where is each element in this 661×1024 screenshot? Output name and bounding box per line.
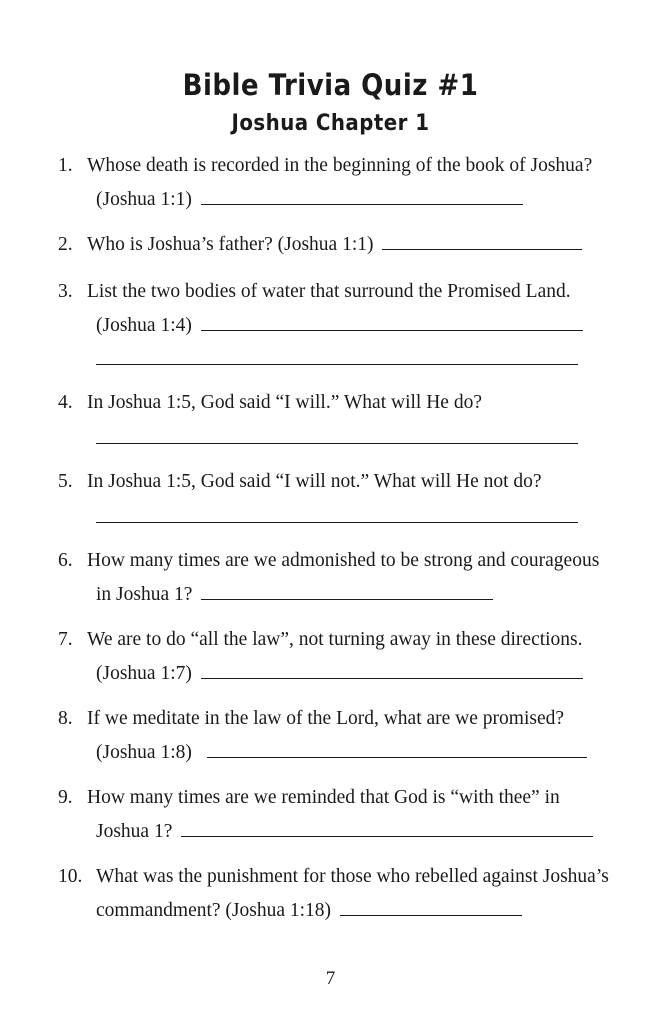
question-number: 2. — [58, 234, 73, 255]
question-text: How many times are we reminded that God is “with thee” in — [87, 787, 560, 808]
question-text-continued: in Joshua 1? — [96, 584, 193, 605]
question-text: We are to do “all the law”, not turning away in these directions. — [87, 629, 583, 650]
question-number: 8. — [58, 708, 73, 729]
answer-blank[interactable] — [201, 310, 583, 331]
answer-blank[interactable] — [340, 895, 522, 916]
question-reference: (Joshua 1:4) — [96, 315, 192, 336]
question-reference: (Joshua 1:8) — [96, 742, 192, 763]
question-reference: (Joshua 1:1) — [96, 189, 192, 210]
answer-blank[interactable] — [382, 229, 582, 250]
answer-blank[interactable] — [201, 184, 523, 205]
answer-blank[interactable] — [181, 816, 593, 837]
question-text: If we meditate in the law of the Lord, what are we promised? — [87, 708, 565, 729]
answer-blank[interactable] — [96, 364, 578, 365]
question-number: 3. — [58, 281, 73, 302]
page-title: Bible Trivia Quiz #1 — [182, 68, 479, 102]
question-number: 6. — [58, 550, 73, 571]
page-subtitle: Joshua Chapter 1 — [231, 111, 430, 136]
question-number: 10. — [58, 866, 83, 887]
question-text: What was the punishment for those who rebelled against Joshua’s — [96, 866, 609, 887]
question-reference: commandment? (Joshua 1:18) — [96, 900, 332, 921]
question-text: List the two bodies of water that surround the Promised Land. — [87, 281, 571, 302]
answer-blank[interactable] — [201, 579, 493, 600]
answer-blank[interactable] — [96, 443, 578, 444]
question-number: 7. — [58, 629, 73, 650]
question-text: Who is Joshua’s father? (Joshua 1:1) — [87, 234, 374, 255]
question-text: Whose death is recorded in the beginning of the book of Joshua? — [87, 155, 593, 176]
page-number: 7 — [325, 968, 336, 989]
question-number: 5. — [58, 471, 73, 492]
question-text: How many times are we admonished to be strong and courageous — [87, 550, 600, 571]
answer-blank[interactable] — [201, 658, 583, 679]
question-text: In Joshua 1:5, God said “I will not.” What will He not do? — [87, 471, 542, 492]
question-text-continued: Joshua 1? — [96, 821, 173, 842]
question-reference: (Joshua 1:7) — [96, 663, 192, 684]
question-text: In Joshua 1:5, God said “I will.” What will He do? — [87, 392, 482, 413]
question-number: 4. — [58, 392, 73, 413]
answer-blank[interactable] — [207, 737, 587, 758]
answer-blank[interactable] — [96, 522, 578, 523]
question-number: 9. — [58, 787, 73, 808]
question-number: 1. — [58, 155, 73, 176]
